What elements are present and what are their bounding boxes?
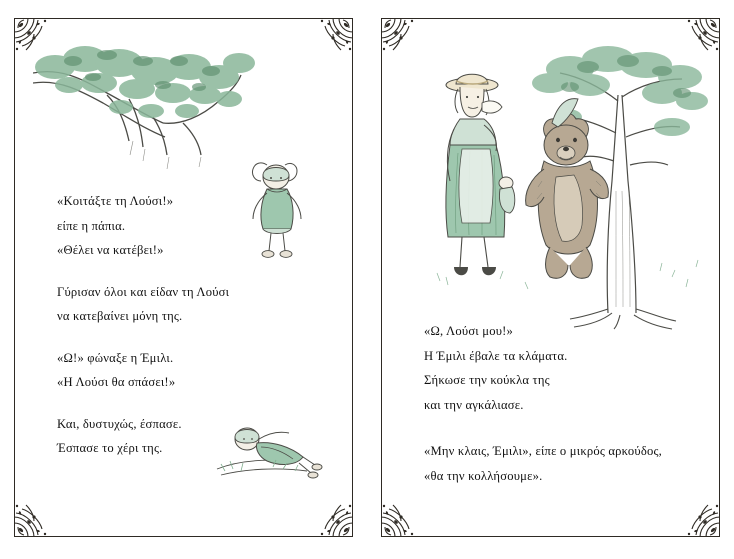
corner-ornament-bottom-right-icon	[311, 495, 355, 539]
paragraph	[424, 319, 724, 417]
paragraph	[57, 412, 342, 461]
text-line: «Θέλει να κατέβει!»	[57, 243, 164, 258]
text-line: είπε η πάπια.	[57, 218, 126, 233]
paragraph	[424, 439, 724, 488]
tree-branch-illustration	[33, 37, 263, 187]
text-line: «Κοιτάξτε τη Λούσι!»	[57, 194, 174, 208]
text-line: «Μην κλαις, Έμιλι», είπε ο μικρός αρκούδος,	[424, 444, 663, 459]
text-line: Σήκωσε την κούκλα της	[424, 373, 550, 388]
paragraph	[57, 280, 342, 329]
girl-and-bear-illustration	[410, 41, 710, 331]
paragraph	[57, 346, 342, 395]
right-page-text	[424, 319, 724, 488]
right-page-frame	[381, 18, 720, 537]
corner-ornament-bottom-left-icon	[12, 495, 56, 539]
corner-ornament-bottom-left-icon	[379, 495, 423, 539]
text-line: να κατεβαίνει μόνη της.	[57, 309, 183, 324]
text-line: Η Έμιλι έβαλε τα κλάματα.	[424, 348, 568, 363]
left-page-frame	[14, 18, 353, 537]
corner-ornament-top-right-icon	[311, 16, 355, 60]
left-page-text	[57, 189, 342, 461]
text-line: «Ω!» φώναξε η Έμιλι.	[57, 350, 174, 365]
right-page	[367, 0, 734, 559]
text-line: «Ω, Λούσι μου!»	[424, 324, 514, 338]
text-line: Και, δυστυχώς, έσπασε.	[57, 416, 182, 431]
text-line: Έσπασε το χέρι της.	[57, 441, 163, 456]
text-line: Γύρισαν όλοι και είδαν τη Λούσι	[57, 284, 230, 299]
text-line: «Η Λούσι θα σπάσει!»	[57, 375, 176, 390]
corner-ornament-bottom-right-icon	[678, 495, 722, 539]
paragraph	[57, 189, 342, 263]
text-line: και την αγκάλιασε.	[424, 397, 524, 412]
text-line: «θα την κολλήσουμε».	[424, 468, 543, 483]
